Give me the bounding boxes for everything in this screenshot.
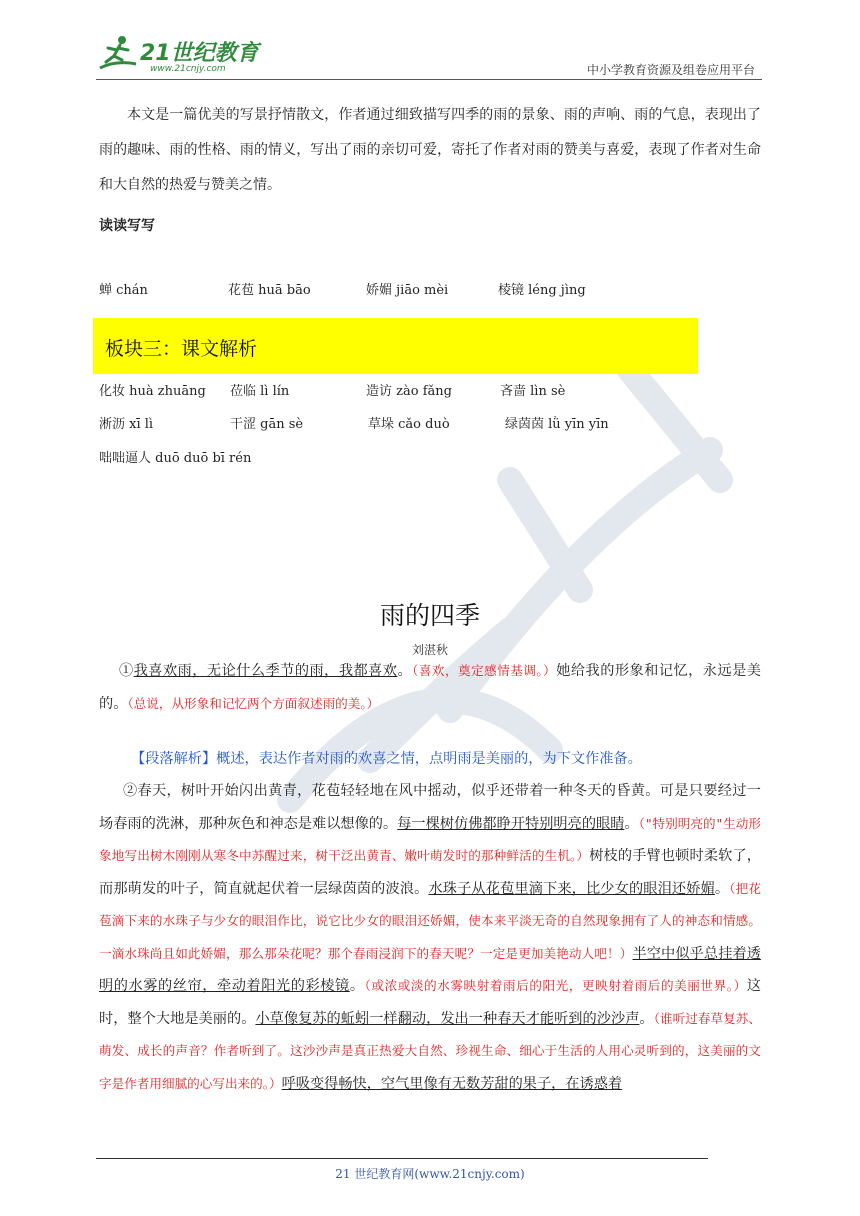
annotation-note: （或浓或淡的水雾映射着雨后的阳光，更映射着雨后的美丽世界。） [364, 978, 747, 993]
paragraph-2 [99, 776, 761, 1100]
text: 春天，树叶开始闪出黄青，花苞轻轻地在风中摇动，似乎还带着一种冬天的昏黄。可是只要经过一场春雨的洗淋，那种灰色和神态是难以想像的。 [99, 783, 761, 832]
header-platform-text: 中小学教育资源及组卷应用平台 [586, 63, 755, 77]
vocab-item: 吝啬 lìn sè [500, 384, 566, 399]
vocab-item: 莅临 lì lín [230, 384, 290, 399]
vocab-item: 咄咄逼人 duō duō bī rén [99, 451, 252, 466]
paragraph-number: ② [123, 783, 138, 799]
annotation-note: （喜欢，奠定感情基调。） [412, 663, 557, 678]
banner-label: 板块三：课文解析 [105, 338, 258, 360]
vocab-item: 草垛 cǎo duò [368, 417, 450, 432]
underlined-text: 我喜欢雨，无论什么季节的雨，我都喜欢 [133, 663, 398, 679]
text: 。 [624, 815, 639, 832]
vocab-item: 棱镜 léng jìng [498, 283, 586, 298]
underlined-text: 每一棵树仿佛都睁开特别明亮的眼睛 [397, 815, 625, 832]
article-author: 刘湛秋 [411, 643, 448, 657]
underlined-text: 小草像复苏的蚯蚓一样翻动，发出一种春天才能听到的沙沙声 [255, 1010, 640, 1027]
article-title: 雨的四季 [379, 601, 480, 630]
section-banner [93, 318, 698, 374]
text: 。 [397, 663, 413, 679]
footer-divider [96, 1158, 708, 1159]
underlined-text: 水珠子从花苞里滴下来，比少女的眼泪还娇媚 [428, 880, 715, 897]
logo-text: 21世纪教育 [140, 41, 259, 66]
header-divider [96, 79, 762, 80]
text: 。 [349, 978, 365, 994]
vocab-item: 造访 zào fǎng [366, 384, 452, 399]
underlined-text: 半空中似乎总挂着透明的水雾的丝帘，牵动着阳光的彩棱镜 [99, 945, 761, 994]
logo-url: www.21cnjy.com [150, 64, 226, 74]
intro-paragraph: 本文是一篇优美的写景抒情散文，作者通过细致描写四季的雨的景象、雨的声响、雨的气息，表现出了雨的趣味、雨的性格、雨的情义，写出了雨的亲切可爱，寄托了作者对雨的赞美与喜爱，表现了作者对生命和大自然的热爱与赞美之情。 [99, 107, 761, 193]
runner-logo-icon [96, 34, 142, 74]
paragraph-analysis [131, 744, 761, 776]
vocab-item: 化妆 huà zhuāng [99, 384, 206, 399]
text: 。 [714, 880, 730, 897]
paragraph-number: ① [119, 663, 134, 679]
vocab-item: 淅沥 xī lì [99, 417, 154, 432]
text: 。 [639, 1010, 654, 1027]
annotation-note: （"特别明亮的"生动形象地写出树木刚刚从寒冬中苏醒过来，树干泛出黄青、嫩叶萌发时的那种鲜活的生机。） [99, 815, 761, 863]
vocab-item: 蝉 chán [99, 283, 148, 298]
vocab-item: 娇媚 jiāo mèi [366, 283, 449, 298]
text: 树枝的手臂也顿时柔软了，而那萌发的叶子，简直就起伏着一层绿茵茵的波浪。 [99, 848, 761, 897]
analysis-label: 【段落解析】 [131, 751, 217, 767]
footer-text: 21 世纪教育网(www.21cnjy.com) [335, 1167, 525, 1181]
logo [96, 34, 266, 78]
analysis-text: 概述，表达作者对雨的欢喜之情，点明雨是美丽的，为下文作准备。 [216, 751, 642, 767]
underlined-text: 呼吸变得畅快，空气里像有无数芳甜的果子，在诱惑着 [281, 1075, 623, 1092]
annotation-note: （总说，从形象和记忆两个方面叙述雨的美。） [127, 695, 380, 711]
vocab-item: 花苞 huā bāo [228, 283, 311, 298]
vocab-item: 干涩 gān sè [230, 417, 304, 432]
annotation-note: （把花苞滴下来的水珠子与少女的眼泪作比，说它比少女的眼泪还娇媚，使本来平淡无奇的自然现象拥有了人的神态和情感。一滴水珠尚且如此娇媚，那么那朵花呢？那个春雨浸润下的春天呢？一定是更加美艳动人吧！） [99, 880, 761, 961]
annotation-note: （谁听过春草复苏、萌发、成长的声音？作者听到了。这沙沙声是真正热爱大自然、珍视生命、细心于生活的人用心灵听到的，这美丽的文字是作者用细腻的心写出来的。） [99, 1010, 761, 1091]
text: 她给我的形象和记忆，永远是美的。 [99, 663, 761, 712]
text: 这时，整个大地是美丽的。 [99, 978, 761, 1027]
section-title: 读读写写 [99, 218, 155, 234]
paragraph-1 [99, 655, 761, 720]
vocab-item: 绿茵茵 lǜ yīn yīn [505, 417, 609, 432]
